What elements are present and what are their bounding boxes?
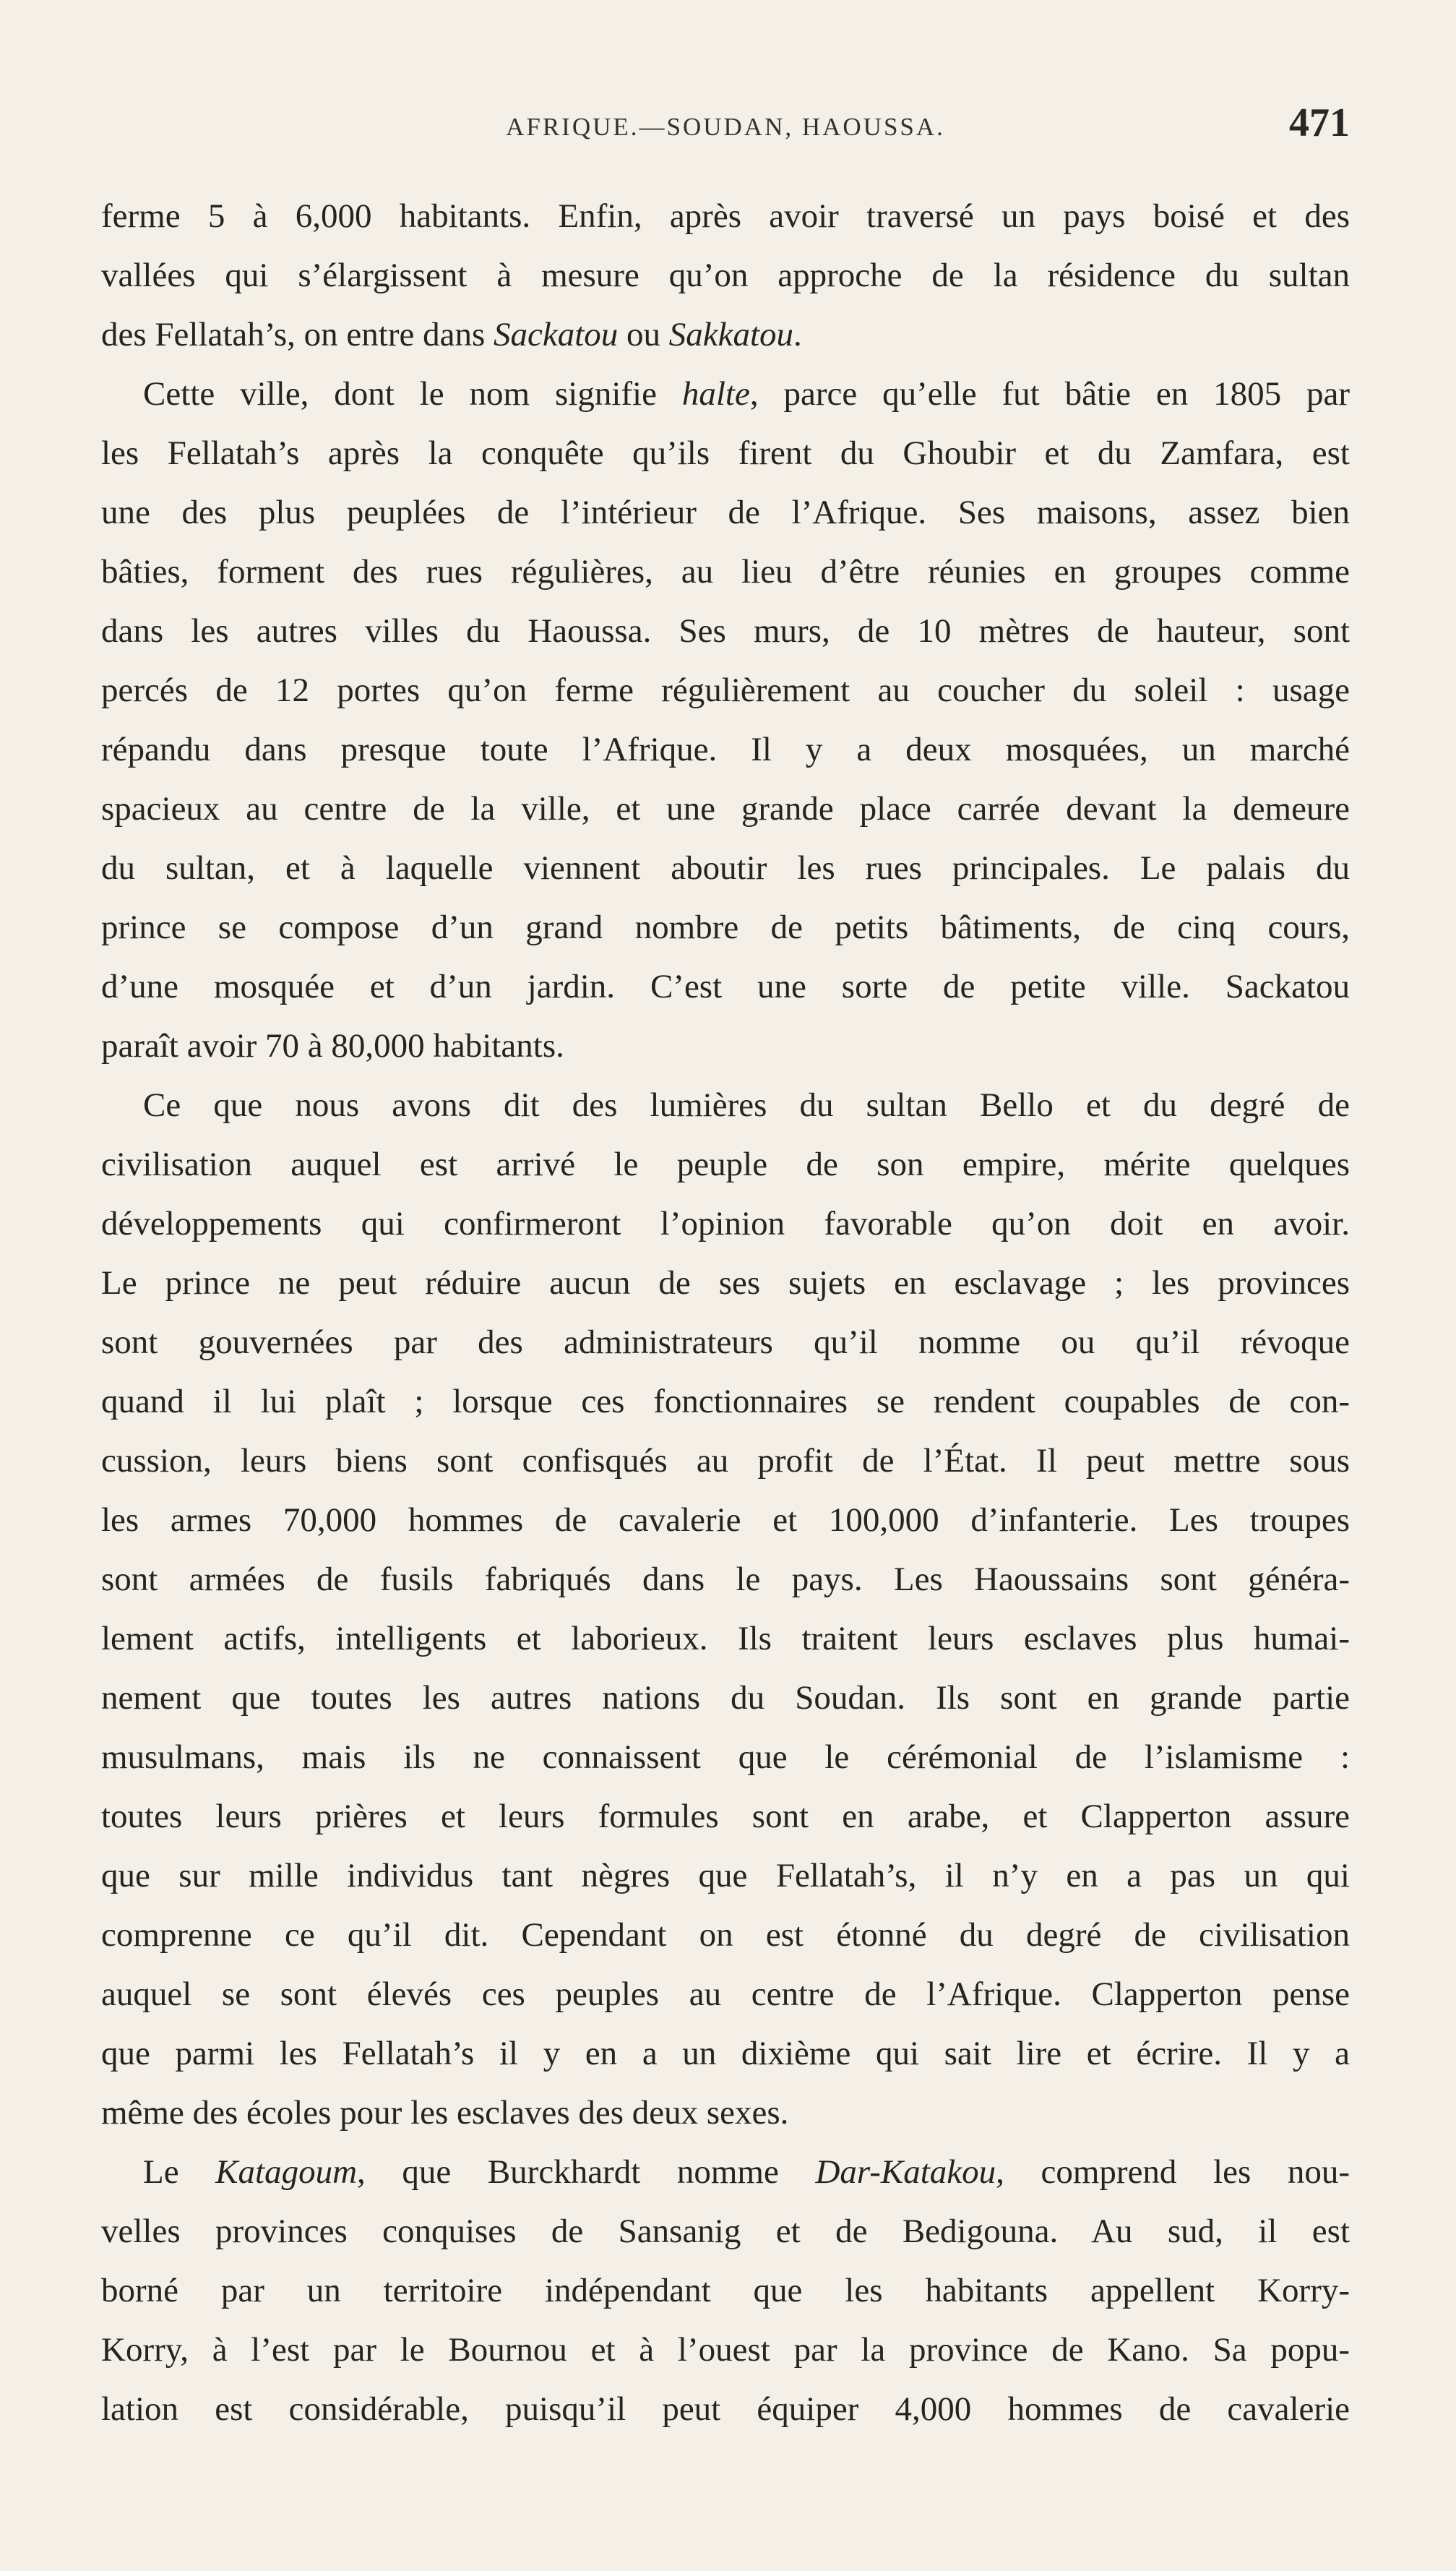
text-line: [101, 2142, 1350, 2202]
text-line: Korry, à l’est par le Bournou et à l’ouest par la province de Kano. Sa popu-: [101, 2331, 1350, 2369]
text-span: ou: [618, 316, 669, 353]
running-title: AFRIQUE.—SOUDAN, HAOUSSA.: [506, 113, 945, 141]
text-line: civilisation auquel est arrivé le peuple de son empire, mérite quelques: [101, 1146, 1350, 1183]
text-span: , comprend les nou-: [996, 2153, 1350, 2191]
text-line: cussion, leurs biens sont confisqués au profit de l’État. Il peut mettre sous: [101, 1442, 1350, 1480]
text-line: quand il lui plaît ; lorsque ces fonctionnaires se rendent coupables de con-: [101, 1383, 1350, 1420]
text-line: paraît avoir 70 à 80,000 habitants.: [101, 1027, 564, 1065]
text-line: Le prince ne peut réduire aucun de ses sujets en esclavage ; les provinces: [101, 1264, 1350, 1302]
text-line: velles provinces conquises de Sansanig et de Bedigouna. Au sud, il est: [101, 2212, 1350, 2250]
text-line: sont armées de fusils fabriqués dans le pays. Les Haoussains sont généra-: [101, 1561, 1350, 1598]
text-line: bâties, forment des rues régulières, au lieu d’être réunies en groupes comme: [101, 553, 1350, 591]
text-span: , parce qu’elle fut bâtie en 1805 par: [749, 375, 1350, 413]
word-italic: halte: [681, 375, 750, 413]
text-span: des Fellatah’s, on entre dans: [101, 316, 494, 353]
body-text: [101, 186, 1350, 2439]
text-line: développements qui confirmeront l’opinion favorable qu’on doit en avoir.: [101, 1205, 1350, 1242]
text-line: répandu dans presque toute l’Afrique. Il y a deux mosquées, un marché: [101, 731, 1350, 768]
text-span: .: [793, 316, 802, 353]
text-line: auquel se sont élevés ces peuples au centre de l’Afrique. Clapperton pense: [101, 1975, 1350, 2013]
text-line: les armes 70,000 hommes de cavalerie et 100,000 d’infanterie. Les troupes: [101, 1501, 1350, 1539]
text-line: prince se compose d’un grand nombre de petits bâtiments, de cinq cours,: [101, 909, 1350, 946]
place-name-italic: Sakkatou: [668, 316, 794, 353]
place-name-italic: Dar-Katakou: [815, 2153, 996, 2191]
place-name-italic: Sackatou: [493, 316, 619, 353]
text-line: spacieux au centre de la ville, et une grande place carrée devant la demeure: [101, 790, 1350, 828]
text-line: même des écoles pour les esclaves des deux sexes.: [101, 2094, 789, 2132]
text-line: nement que toutes les autres nations du Soudan. Ils sont en grande partie: [101, 1679, 1350, 1717]
text-span: Cette ville, dont le nom signifie: [143, 375, 682, 413]
text-line: une des plus peuplées de l’intérieur de l’Afrique. Ses maisons, assez bien: [101, 494, 1350, 531]
text-line: vallées qui s’élargissent à mesure qu’on approche de la résidence du sultan: [101, 257, 1350, 294]
text-line: ferme 5 à 6,000 habitants. Enfin, après avoir traversé un pays boisé et des: [101, 197, 1350, 235]
text-span: Le: [143, 2153, 216, 2191]
place-name-italic: Katagoum: [215, 2153, 358, 2191]
text-line: musulmans, mais ils ne connaissent que le cérémonial de l’islamisme :: [101, 1738, 1350, 1776]
text-line: que sur mille individus tant nègres que Fellatah’s, il n’y en a pas un qui: [101, 1857, 1350, 1894]
text-line: sont gouvernées par des administrateurs qu’il nomme ou qu’il révoque: [101, 1323, 1350, 1361]
text-line: percés de 12 portes qu’on ferme régulièrement au coucher du soleil : usage: [101, 671, 1350, 709]
text-line: lation est considérable, puisqu’il peut équiper 4,000 hommes de cavalerie: [101, 2390, 1350, 2428]
text-line: toutes leurs prières et leurs formules sont en arabe, et Clapperton assure: [101, 1798, 1350, 1835]
text-line: comprenne ce qu’il dit. Cependant on est étonné du degré de civilisation: [101, 1916, 1350, 1954]
text-line: [101, 364, 1350, 424]
text-line: les Fellatah’s après la conquête qu’ils firent du Ghoubir et du Zamfara, est: [101, 434, 1350, 472]
text-span: , que Burckhardt nomme: [357, 2153, 816, 2191]
running-head: [101, 100, 1350, 150]
text-line: du sultan, et à laquelle viennent aboutir les rues principales. Le palais du: [101, 849, 1350, 887]
text-line: [101, 305, 1350, 364]
text-line: borné par un territoire indépendant que les habitants appellent Korry-: [101, 2272, 1350, 2309]
page-number: 471: [1289, 100, 1350, 145]
text-line: lement actifs, intelligents et laborieux. Ils traitent leurs esclaves plus humai-: [101, 1620, 1350, 1657]
text-line: dans les autres villes du Haoussa. Ses murs, de 10 mètres de hauteur, sont: [101, 612, 1350, 650]
text-line: que parmi les Fellatah’s il y en a un dixième qui sait lire et écrire. Il y a: [101, 2035, 1350, 2072]
text-line: d’une mosquée et d’un jardin. C’est une sorte de petite ville. Sackatou: [101, 968, 1350, 1005]
text-line: Ce que nous avons dit des lumières du sultan Bello et du degré de: [143, 1086, 1350, 1124]
